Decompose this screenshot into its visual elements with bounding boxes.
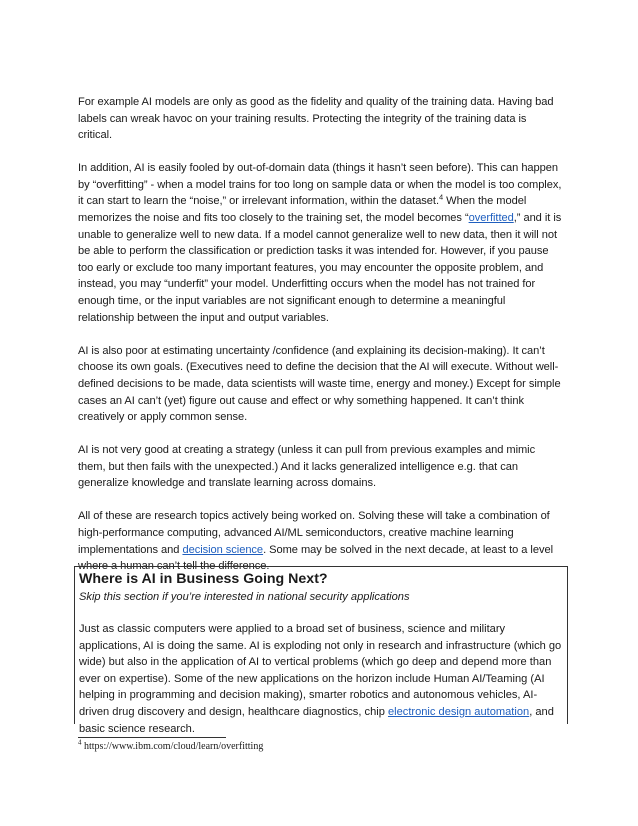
electronic-design-automation-link[interactable]: electronic design automation bbox=[387, 705, 530, 718]
section-body bbox=[79, 621, 563, 737]
footnote-text: https://www.ibm.com/cloud/learn/overfitting bbox=[81, 741, 264, 752]
decision-science-link[interactable]: decision science bbox=[182, 543, 264, 556]
paragraph-text: AI is not very good at creating a strategy (unless it can pull from previous examples and mimic them, but then fails with the unexpected.) And it lacks generalized intelligence e.g. that can generalize knowledge and translate learning across domains. bbox=[78, 444, 536, 490]
footnote-divider bbox=[78, 737, 226, 738]
paragraph-overfitting bbox=[78, 160, 562, 326]
paragraph-text: In addition, AI is easily fooled by out-of-domain data (things it hasn’t seen before). This can happen by “overfitting” - when a model trains for too long on sample data or when the model is too complex, it can start to learn the “noise,” or irrelevant information, within the dataset. bbox=[78, 162, 562, 208]
overfitted-link[interactable]: overfitted bbox=[468, 212, 514, 225]
section-box bbox=[74, 566, 568, 735]
paragraph-research-topics bbox=[78, 508, 562, 574]
section-body-text: Just as classic computers were applied to a broad set of business, science and military applications, AI is doing the same. AI is exploding not only in research and infrastructure (which go wide) but also in the application of AI to vertical problems (which go deep and depend more than ever on expertise). Some of the new applications on the horizon include Human AI/Teaming (AI helping in programming and decision making), smarter robotics and autonomous vehicles, AI-driven drug discovery and design, healthcare diagnostics, chip bbox=[79, 623, 562, 718]
section-subtitle: Skip this section if you’re interested in national security applications bbox=[79, 591, 410, 603]
paragraph-text: AI is also poor at estimating uncertainty /confidence (and explaining its decision-making). It can’t choose its own goals. (Executives need to define the decision that the AI will execute. Without well-defined decisions to be made, data scientists will waste time, energy and money.) Except for simple cases an AI can’t (yet) figure out cause and effect or why something happened. It can’t think creatively or apply common sense. bbox=[78, 344, 561, 424]
paragraph-training-data bbox=[78, 94, 562, 144]
main-text bbox=[78, 94, 562, 591]
paragraph-uncertainty bbox=[78, 343, 562, 426]
paragraph-text: ,” and it is unable to generalize well to new data. If a model cannot generalize well to new data, then it will not be able to perform the classification or prediction tasks it was intended for. However, if you pause too early or exclude too many important features, you may encounter the opposite problem, and instead, you may “underfit” your model. Underfitting occurs when the model has not trained for enough time, or the input variables are not significant enough to determine a meaningful relationship between the input and output variables. bbox=[78, 212, 562, 324]
section-title: Where is AI in Business Going Next? bbox=[79, 571, 328, 587]
footnote bbox=[78, 740, 558, 753]
paragraph-text: For example AI models are only as good as the fidelity and quality of the training data. Having bad labels can wreak havoc on your training results. Protecting the integrity of the training data is critical. bbox=[78, 96, 554, 142]
footnote-number: 4 bbox=[78, 738, 82, 747]
section-body-text: , and basic science research. bbox=[79, 705, 554, 735]
paragraph-strategy bbox=[78, 442, 562, 492]
section-content bbox=[79, 570, 563, 737]
paragraph-text: All of these are research topics actively being worked on. Solving these will take a combination of high-performance computing, advanced AI/ML semiconductors, creative machine learning implementations and bbox=[78, 510, 550, 556]
footnote-reference[interactable]: 4 bbox=[439, 192, 444, 202]
paragraph-text: When the model memorizes the noise and fits too closely to the training set, the model becomes “ bbox=[78, 195, 527, 225]
paragraph-text: . Some may be solved in the next decade, at least to a level where a human can’t tell the difference. bbox=[78, 543, 553, 573]
